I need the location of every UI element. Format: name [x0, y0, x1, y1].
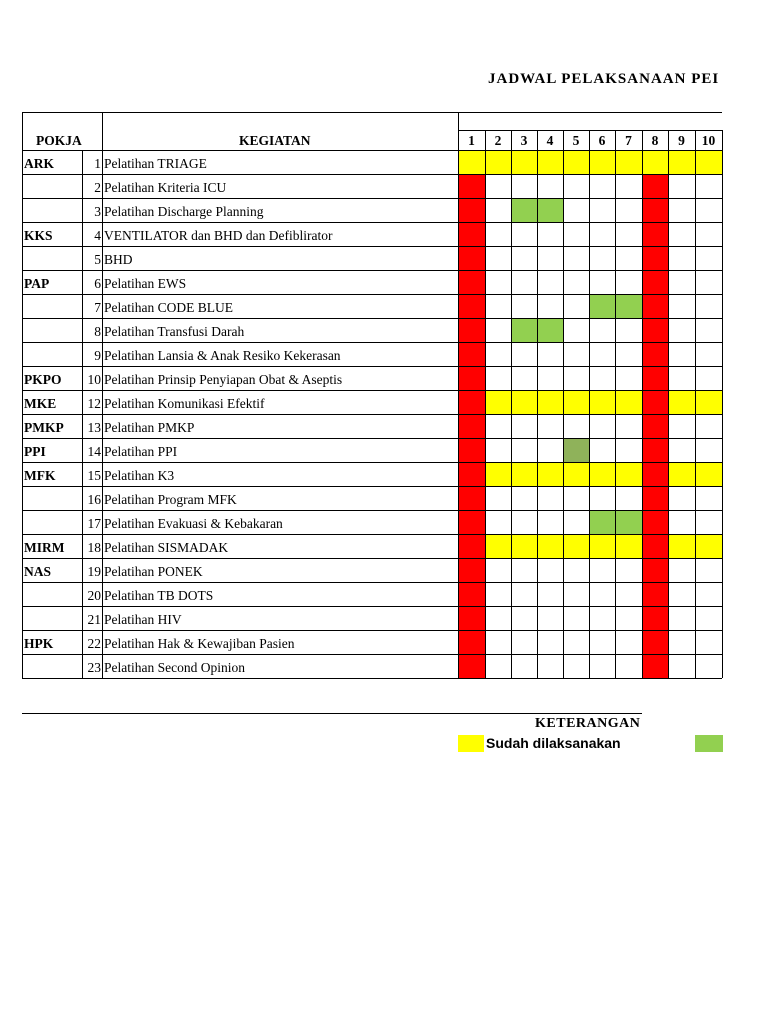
row-divider — [22, 294, 722, 295]
header-kegiatan: KEGIATAN — [239, 133, 311, 148]
col-divider-week — [537, 130, 538, 678]
schedule-cell — [511, 318, 537, 342]
row-number: 18 — [87, 540, 101, 555]
schedule-cell — [458, 174, 485, 198]
schedule-cell — [563, 462, 589, 486]
row-divider — [22, 654, 722, 655]
col-divider-week — [642, 130, 643, 678]
row-divider — [22, 582, 722, 583]
row-number: 22 — [87, 636, 101, 651]
row-number: 6 — [94, 276, 101, 291]
schedule-cell — [537, 462, 563, 486]
schedule-cell — [511, 534, 537, 558]
schedule-cell — [458, 270, 485, 294]
col-divider-week — [695, 130, 696, 678]
row-pokja: MIRM — [24, 540, 65, 555]
schedule-cell — [458, 438, 485, 462]
row-divider — [22, 390, 722, 391]
schedule-cell — [615, 462, 642, 486]
schedule-cell — [695, 462, 722, 486]
row-divider — [22, 630, 722, 631]
schedule-cell — [458, 582, 485, 606]
schedule-cell — [668, 462, 695, 486]
row-pokja: MFK — [24, 468, 56, 483]
week-header-5: 5 — [572, 133, 580, 148]
row-divider — [22, 606, 722, 607]
row-number: 9 — [94, 348, 101, 363]
row-pokja: NAS — [24, 564, 52, 579]
schedule-cell — [458, 414, 485, 438]
row-kegiatan: Pelatihan Kriteria ICU — [104, 180, 227, 195]
schedule-cell — [642, 390, 668, 414]
week-header-1: 1 — [468, 133, 475, 148]
schedule-cell — [458, 606, 485, 630]
schedule-cell — [458, 318, 485, 342]
row-number: 20 — [87, 588, 101, 603]
row-number: 21 — [87, 612, 101, 627]
col-divider-week — [485, 130, 486, 678]
week-header-6: 6 — [598, 133, 606, 148]
schedule-cell — [511, 390, 537, 414]
schedule-cell — [642, 342, 668, 366]
row-pokja: ARK — [24, 156, 54, 171]
row-divider — [22, 150, 722, 151]
schedule-cell — [642, 510, 668, 534]
row-kegiatan: Pelatihan CODE BLUE — [104, 300, 233, 315]
row-pokja: PPI — [24, 444, 46, 459]
schedule-cell — [458, 294, 485, 318]
col-divider-week — [615, 130, 616, 678]
schedule-cell — [642, 630, 668, 654]
col-divider-week — [722, 130, 723, 678]
row-divider — [22, 198, 722, 199]
row-divider — [22, 510, 722, 511]
schedule-cell — [642, 582, 668, 606]
schedule-cell — [563, 534, 589, 558]
schedule-cell — [615, 294, 642, 318]
schedule-cell — [485, 534, 511, 558]
row-kegiatan: Pelatihan SISMADAK — [104, 540, 229, 555]
schedule-cell — [615, 150, 642, 174]
schedule-cell — [615, 510, 642, 534]
row-kegiatan: Pelatihan Second Opinion — [104, 660, 245, 675]
week-header-8: 8 — [651, 133, 659, 148]
schedule-cell — [589, 150, 615, 174]
schedule-cell — [589, 534, 615, 558]
row-kegiatan: BHD — [104, 252, 133, 267]
col-divider-week — [668, 130, 669, 678]
row-number: 2 — [94, 180, 101, 195]
row-number: 3 — [94, 204, 101, 219]
legend-swatch-green — [695, 735, 723, 752]
legend-title: KETERANGAN — [535, 716, 641, 731]
schedule-cell — [589, 390, 615, 414]
schedule-cell — [511, 198, 537, 222]
schedule-cell — [458, 150, 485, 174]
page-title: JADWAL PELAKSANAAN PEI — [488, 71, 720, 87]
legend-swatch-yellow — [458, 735, 484, 752]
row-divider — [22, 270, 722, 271]
row-kegiatan: Pelatihan HIV — [104, 612, 182, 627]
week-header-2: 2 — [494, 133, 502, 148]
schedule-cell — [458, 510, 485, 534]
schedule-cell — [458, 390, 485, 414]
schedule-cell — [615, 534, 642, 558]
schedule-cell — [458, 222, 485, 246]
row-number: 19 — [87, 564, 101, 579]
row-number: 12 — [87, 396, 101, 411]
schedule-cell — [642, 438, 668, 462]
schedule-cell — [589, 462, 615, 486]
schedule-cell — [537, 534, 563, 558]
row-divider — [22, 222, 722, 223]
legend-done-label: Sudah dilaksanakan — [486, 735, 621, 751]
row-divider — [22, 318, 722, 319]
row-number: 5 — [94, 252, 101, 267]
schedule-cell — [642, 486, 668, 510]
week-header-4: 4 — [546, 133, 554, 148]
row-kegiatan: VENTILATOR dan BHD dan Defiblirator — [104, 228, 333, 243]
row-kegiatan: Pelatihan Komunikasi Efektif — [104, 396, 265, 411]
col-divider-week — [511, 130, 512, 678]
schedule-cell — [642, 606, 668, 630]
row-divider — [22, 366, 722, 367]
schedule-cell — [695, 390, 722, 414]
row-pokja: KKS — [24, 228, 53, 243]
row-pokja: PAP — [24, 276, 50, 291]
schedule-cell — [458, 630, 485, 654]
row-number: 14 — [87, 444, 101, 459]
schedule-cell — [537, 390, 563, 414]
schedule-cell — [642, 462, 668, 486]
row-kegiatan: Pelatihan PPI — [104, 444, 178, 459]
schedule-cell — [642, 246, 668, 270]
row-kegiatan: Pelatihan TB DOTS — [104, 588, 214, 603]
row-number: 1 — [94, 156, 101, 171]
schedule-cell — [458, 198, 485, 222]
table-top-border — [22, 112, 722, 113]
schedule-cell — [615, 390, 642, 414]
schedule-cell — [642, 318, 668, 342]
schedule-cell — [642, 198, 668, 222]
schedule-cell — [458, 534, 485, 558]
legend-divider — [22, 713, 642, 714]
schedule-cell — [485, 150, 511, 174]
schedule-cell — [458, 654, 485, 678]
row-number: 7 — [94, 300, 101, 315]
row-number: 8 — [94, 324, 101, 339]
table-left-border — [22, 112, 23, 678]
schedule-cell — [668, 534, 695, 558]
row-divider — [22, 486, 722, 487]
row-number: 16 — [87, 492, 101, 507]
schedule-cell — [668, 390, 695, 414]
row-number: 15 — [87, 468, 101, 483]
week-header-3: 3 — [520, 133, 528, 148]
schedule-cell — [511, 462, 537, 486]
schedule-cell — [563, 438, 589, 462]
col-divider-week — [458, 112, 459, 678]
week-header-top-border — [458, 130, 722, 131]
schedule-cell — [642, 654, 668, 678]
schedule-cell — [537, 198, 563, 222]
row-kegiatan: Pelatihan Program MFK — [104, 492, 237, 507]
schedule-cell — [642, 558, 668, 582]
row-divider — [22, 246, 722, 247]
row-kegiatan: Pelatihan Discharge Planning — [104, 204, 264, 219]
col-divider-week — [589, 130, 590, 678]
schedule-cell — [589, 510, 615, 534]
schedule-cell — [642, 222, 668, 246]
schedule-cell — [458, 342, 485, 366]
row-kegiatan: Pelatihan Transfusi Darah — [104, 324, 245, 339]
schedule-cell — [537, 150, 563, 174]
row-kegiatan: Pelatihan Evakuasi & Kebakaran — [104, 516, 283, 531]
row-divider — [22, 558, 722, 559]
row-number: 13 — [87, 420, 101, 435]
col-divider-kegiatan — [102, 112, 103, 678]
schedule-cell — [642, 534, 668, 558]
week-header-10: 10 — [701, 133, 716, 148]
schedule-cell — [458, 486, 485, 510]
schedule-cell — [642, 174, 668, 198]
schedule-cell — [458, 246, 485, 270]
row-number: 10 — [87, 372, 101, 387]
row-kegiatan: Pelatihan PONEK — [104, 564, 203, 579]
schedule-cell — [668, 150, 695, 174]
row-number: 4 — [94, 228, 101, 243]
schedule-cell — [511, 150, 537, 174]
schedule-cell — [458, 462, 485, 486]
schedule-cell — [642, 270, 668, 294]
row-divider — [22, 414, 722, 415]
row-kegiatan: Pelatihan Hak & Kewajiban Pasien — [104, 636, 295, 651]
row-kegiatan: Pelatihan Lansia & Anak Resiko Kekerasan — [104, 348, 341, 363]
row-pokja: MKE — [24, 396, 57, 411]
row-divider — [22, 534, 722, 535]
row-divider — [22, 342, 722, 343]
schedule-cell — [589, 294, 615, 318]
col-divider-week — [563, 130, 564, 678]
row-divider — [22, 174, 722, 175]
header-pokja: POKJA — [36, 133, 82, 148]
row-kegiatan: Pelatihan EWS — [104, 276, 187, 291]
schedule-cell — [485, 390, 511, 414]
schedule-cell — [563, 150, 589, 174]
schedule-cell — [695, 150, 722, 174]
schedule-cell — [563, 390, 589, 414]
week-header-9: 9 — [678, 133, 685, 148]
row-kegiatan: Pelatihan K3 — [104, 468, 175, 483]
schedule-cell — [642, 366, 668, 390]
row-kegiatan: Pelatihan PMKP — [104, 420, 195, 435]
row-number: 23 — [87, 660, 101, 675]
schedule-cell — [458, 366, 485, 390]
schedule-cell — [485, 462, 511, 486]
row-divider — [22, 462, 722, 463]
schedule-cell — [695, 534, 722, 558]
row-pokja: HPK — [24, 636, 54, 651]
schedule-cell — [458, 558, 485, 582]
row-kegiatan: Pelatihan Prinsip Penyiapan Obat & Aseptis — [104, 372, 343, 387]
week-header-7: 7 — [625, 133, 632, 148]
schedule-cell — [537, 318, 563, 342]
schedule-cell — [642, 294, 668, 318]
schedule-cell — [642, 414, 668, 438]
schedule-cell — [642, 150, 668, 174]
row-pokja: PKPO — [24, 372, 62, 387]
row-number: 17 — [87, 516, 101, 531]
row-divider — [22, 438, 722, 439]
row-kegiatan: Pelatihan TRIAGE — [104, 156, 207, 171]
row-pokja: PMKP — [24, 420, 64, 435]
col-divider-number — [82, 150, 83, 678]
row-divider — [22, 678, 722, 679]
